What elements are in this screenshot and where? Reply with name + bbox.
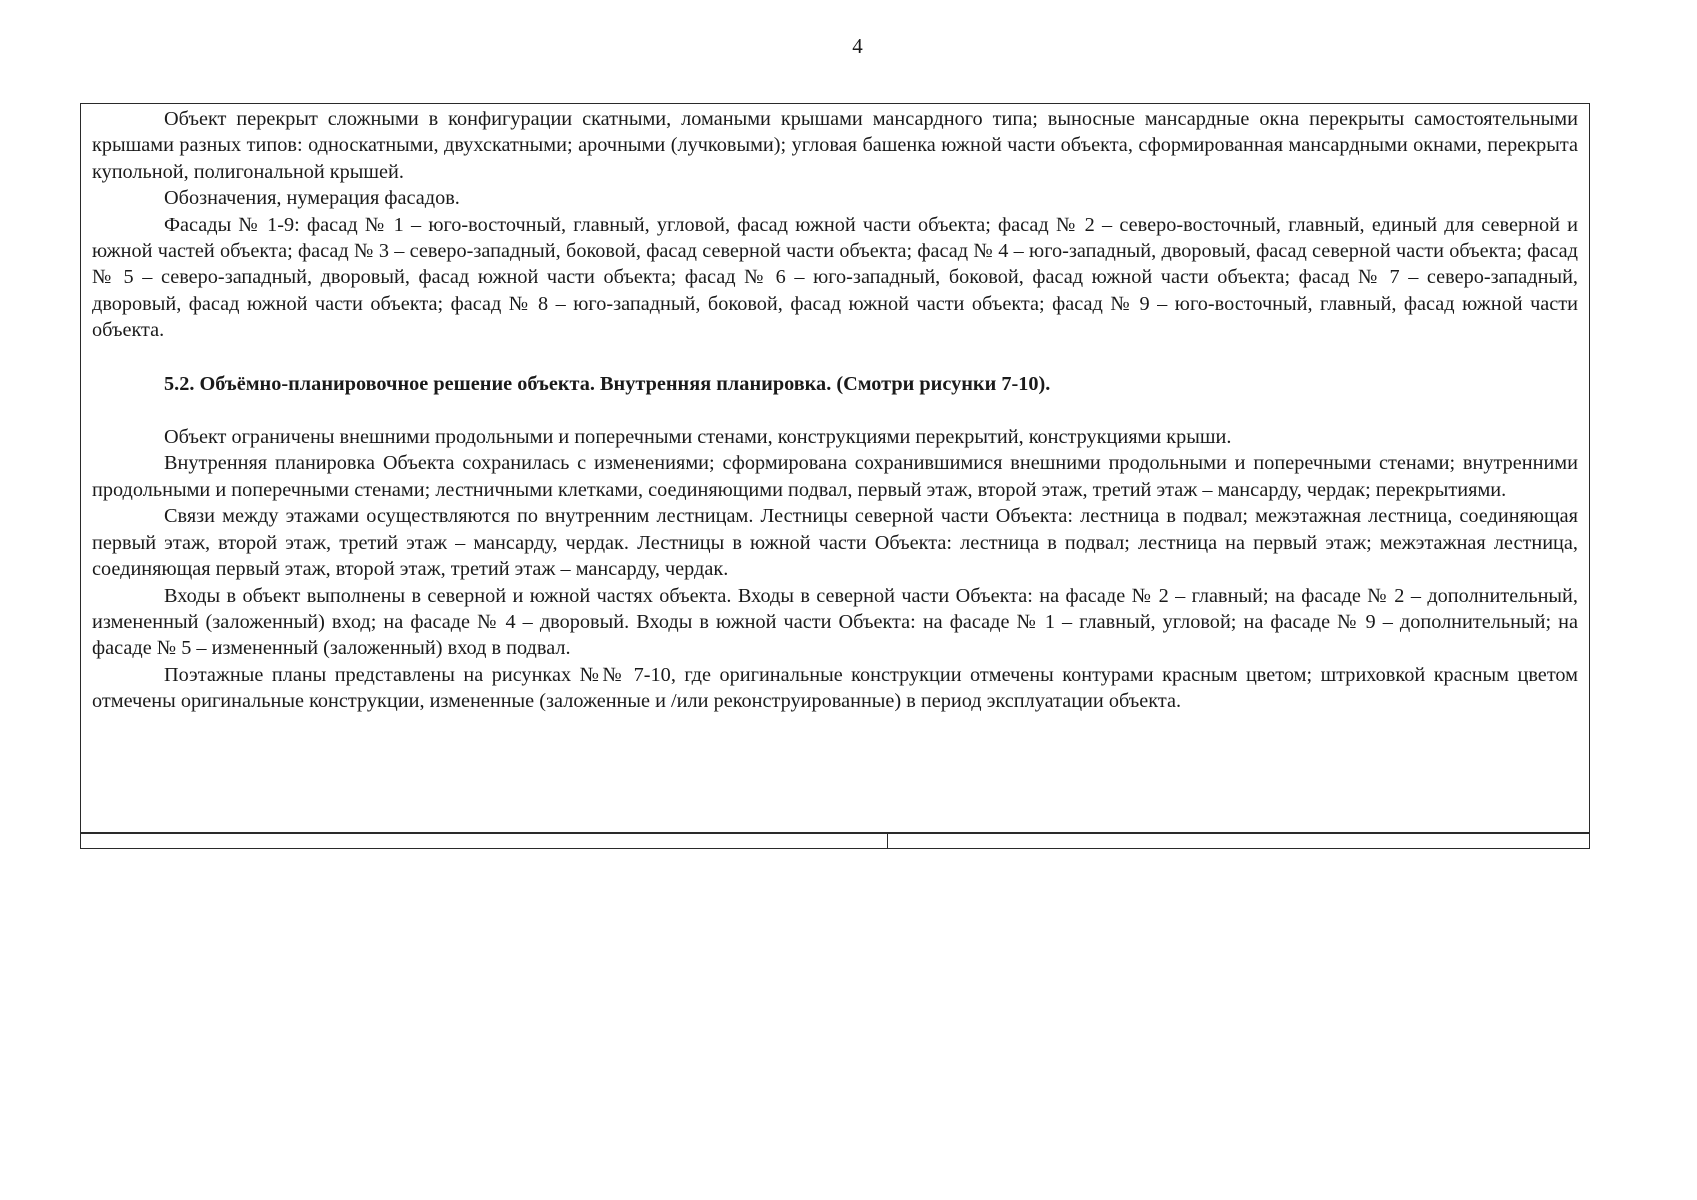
- footer-cell-divider: [887, 834, 888, 848]
- table-footer-row: [80, 833, 1590, 849]
- paragraph-floor-plans: Поэтажные планы представлены на рисунках №№ 7-10, где оригинальные конструкции отмечены контурами красным цветом; штриховкой красным цветом отмечены оригинальные конструкции, измененные (заложенные и /или реконструированные) в период эксплуатации объекта.: [92, 663, 1578, 713]
- paragraph-roof: Объект перекрыт сложными в конфигурации скатными, ломаными крышами мансардного типа; выносные мансардные окна перекрыты самостоятельными крышами разных типов: односкатными, двухскатными; арочными (лучковыми); угловая башенка южной части объекта, сформированная мансардными окнами, перекрыта купольной, полигональной крышей.: [92, 108, 1578, 183]
- paragraph-stairs: Связи между этажами осуществляются по внутренним лестницам. Лестницы северной части Объекта: лестница в подвал; межэтажная лестница, соединяющая первый этаж, второй этаж, третий этаж – мансарду, чердак. Лестницы в южной части Объекта: лестница в подвал; лестница на первый этаж; межэтажная лестница, соединяющая первый этаж, второй этаж, третий этаж – мансарду, чердак.: [92, 505, 1578, 581]
- paragraph-walls: Объект ограничены внешними продольными и поперечными стенами, конструкциями перекрытий, конструкциями крыши.: [164, 426, 1232, 449]
- paragraph-facades-list: Фасады № 1-9: фасад № 1 – юго-восточный, главный, угловой, фасад южной части объекта; фасад № 2 – северо-восточный, главный, единый для северной и южной частей объекта; фасад № 3 – северо-западный, боковой, фасад северной части объекта; фасад № 4 – юго-западный, дворовый, фасад северной части объекта; фасад № 5 – северо-западный, дворовый, фасад южной части объекта; фасад № 6 – юго-западный, боковой, фасад южной части объекта; фасад № 7 – северо-западный, дворовый, фасад южной части объекта; фасад № 8 – юго-западный, боковой, фасад южной части объекта; фасад № 9 – юго-восточный, главный, фасад южной части объекта.: [92, 213, 1578, 342]
- paragraph-internal-layout: Внутренняя планировка Объекта сохранилась с изменениями; сформирована сохранившимися внешними продольными и поперечными стенами; внутренними продольными и поперечными стенами; лестничными клетками, соединяющими подвал, первый этаж, второй этаж, третий этаж – мансарду, чердак; перекрытиями.: [92, 452, 1578, 501]
- document-body: [92, 106, 1578, 715]
- page-number: 4: [852, 34, 863, 58]
- section-heading: 5.2. Объёмно-планировочное решение объекта. Внутренняя планировка. (Смотри рисунки 7-10).: [164, 372, 1051, 395]
- paragraph-entrances: Входы в объект выполнены в северной и южной частях объекта. Входы в северной части Объекта: на фасаде № 2 – главный; на фасаде № 2 – дополнительный, измененный (заложенный) вход; на фасаде № 4 – дворовый. Входы в южной части Объекта: на фасаде № 1 – главный, угловой; на фасаде № 9 – дополнительный; на фасаде № 5 – измененный (заложенный) вход в подвал.: [92, 584, 1578, 660]
- paragraph-facade-notation: Обозначения, нумерация фасадов.: [164, 187, 460, 210]
